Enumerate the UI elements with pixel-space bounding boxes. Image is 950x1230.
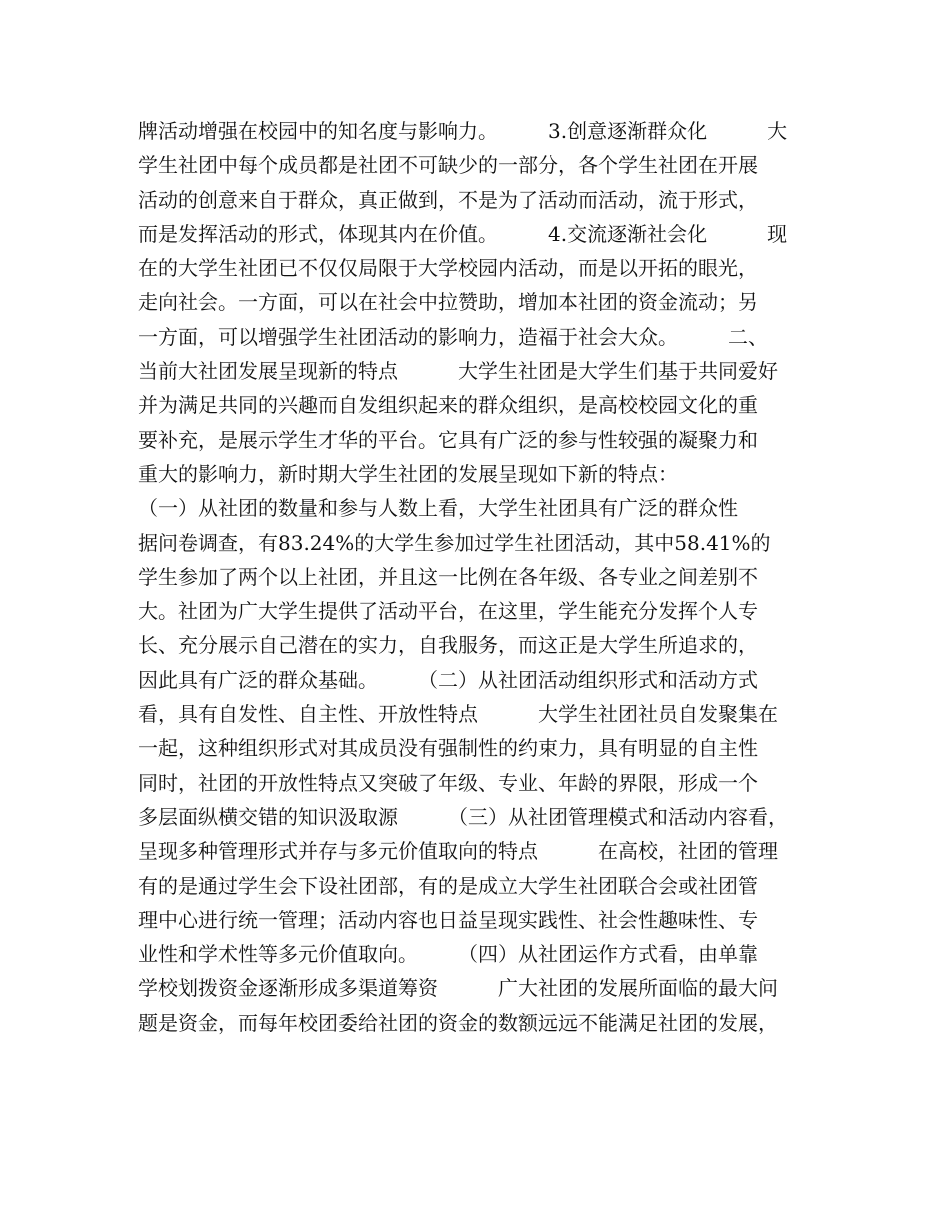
text-line: 而是发挥活动的形式，体现其内在价值。 4.交流逐渐社会化 现 — [138, 221, 788, 246]
body-text — [138, 114, 828, 1040]
text-line: 一起，这种组织形式对其成员没有强制性的约束力，具有明显的自主性 — [138, 736, 758, 761]
text-line: 据问卷调查，有83.24%的大学生参加过学生社团活动，其中58.41%的 — [138, 530, 771, 555]
text-line: 学校划拨资金逐渐形成多渠道筹资 广大社团的发展所面临的最大问 — [138, 976, 778, 1001]
text-line: 业性和学术性等多元价值取向。 （四）从社团运作方式看，由单靠 — [138, 942, 758, 967]
text-line: 一方面，可以增强学生社团活动的影响力，造福于社会大众。 二、 — [138, 324, 768, 349]
text-line: 学生参加了两个以上社团，并且这一比例在各年级、各专业之间差别不 — [138, 564, 758, 589]
text-line: 呈现多种管理形式并存与多元价值取向的特点 在高校，社团的管理 — [138, 839, 778, 864]
text-line: 理中心进行统一管理；活动内容也日益呈现实践性、社会性趣味性、专 — [138, 907, 758, 932]
text-line: 学生社团中每个成员都是社团不可缺少的一部分，各个学生社团在开展 — [138, 153, 758, 178]
text-line: 要补充，是展示学生才华的平台。它具有广泛的参与性较强的凝聚力和 — [138, 427, 758, 452]
text-line: 多层面纵横交错的知识汲取源 （三）从社团管理模式和活动内容看， — [138, 804, 788, 829]
text-line: 同时，社团的开放性特点又突破了年级、专业、年龄的界限，形成一个 — [138, 770, 758, 795]
text-line: 当前大社团发展呈现新的特点 大学生社团是大学生们基于共同爱好 — [138, 359, 778, 384]
text-line: 大。社团为广大学生提供了活动平台，在这里，学生能充分发挥个人专 — [138, 599, 758, 624]
text-line: 走向社会。一方面，可以在社会中拉赞助，增加本社团的资金流动；另 — [138, 290, 758, 315]
text-line: 题是资金，而每年校团委给社团的资金的数额远远不能满足社团的发展， — [138, 1010, 778, 1035]
text-line: 在的大学生社团已不仅仅局限于大学校园内活动，而是以开拓的眼光， — [138, 256, 758, 281]
text-line: （一）从社团的数量和参与人数上看，大学生社团具有广泛的群众性 — [138, 496, 738, 521]
text-line: 并为满足共同的兴趣而自发组织起来的群众组织，是高校校园文化的重 — [138, 393, 758, 418]
text-line: 看，具有自发性、自主性、开放性特点 大学生社团社员自发聚集在 — [138, 702, 778, 727]
text-line: 有的是通过学生会下设社团部，有的是成立大学生社团联合会或社团管 — [138, 873, 758, 898]
text-line: 牌活动增强在校园中的知名度与影响力。 3.创意逐渐群众化 大 — [138, 119, 788, 143]
text-line: 重大的影响力，新时期大学生社团的发展呈现如下新的特点： — [138, 461, 678, 486]
text-line: 长、充分展示自己潜在的实力，自我服务，而这正是大学生所追求的， — [138, 633, 758, 658]
text-line: 活动的创意来自于群众，真正做到，不是为了活动而活动，流于形式， — [138, 187, 758, 212]
text-line: 因此具有广泛的群众基础。 （二）从社团活动组织形式和活动方式 — [138, 667, 758, 692]
